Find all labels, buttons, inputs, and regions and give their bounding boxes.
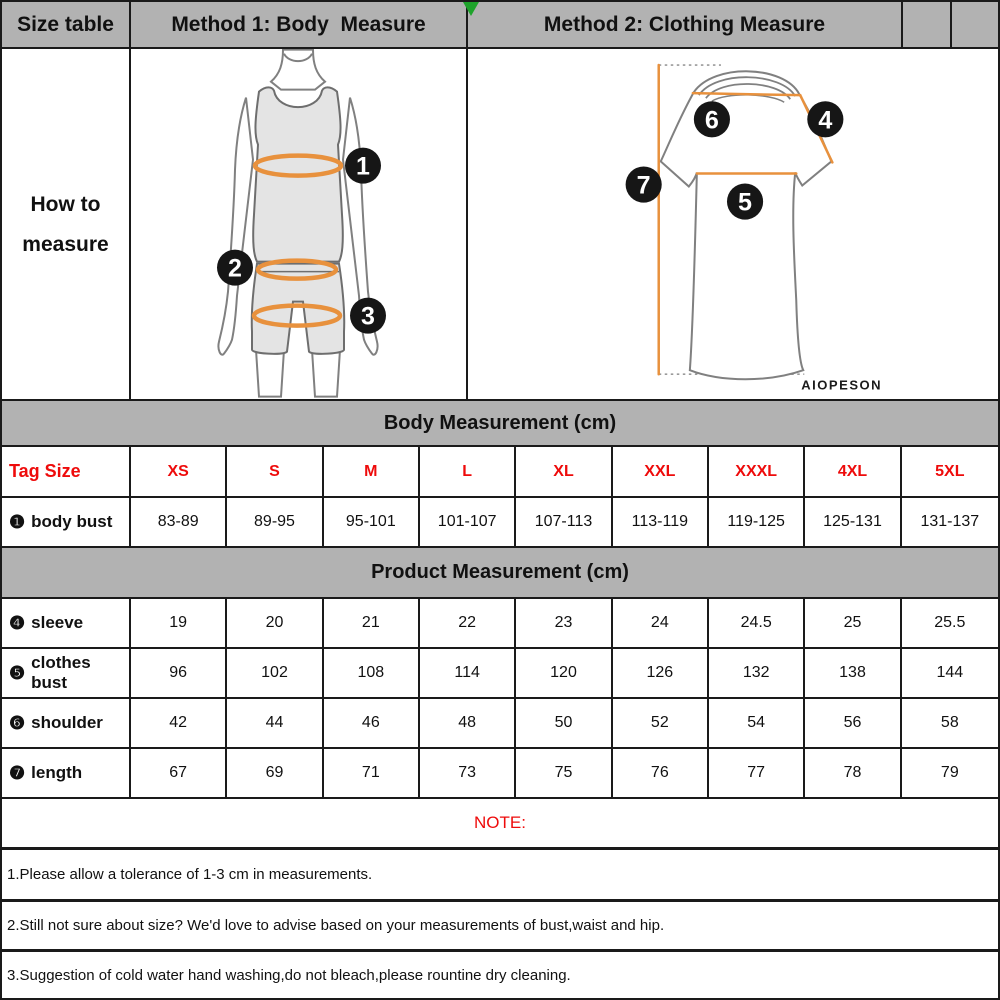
how-to-measure-label: How to measure — [2, 49, 131, 400]
table-cell: M — [324, 447, 420, 496]
tag-size-label: Tag Size — [2, 447, 131, 496]
shoulder-label — [2, 699, 131, 747]
body-measure-diagram — [131, 49, 468, 400]
table-cell: 114 — [420, 649, 516, 697]
row-label-text: body bust — [31, 512, 113, 531]
table-cell: 95-101 — [324, 498, 420, 546]
table-cell: 54 — [709, 699, 805, 747]
length-row — [2, 749, 998, 799]
tag-size-row — [2, 447, 998, 498]
sleeve-label — [2, 599, 131, 647]
table-cell: XS — [131, 447, 227, 496]
table-cell: 44 — [227, 699, 323, 747]
table-cell: 125-131 — [805, 498, 901, 546]
body-bust-label — [2, 498, 131, 546]
table-cell: 21 — [324, 599, 420, 647]
clothing-measure-diagram — [468, 49, 998, 400]
left-leg — [256, 350, 284, 397]
table-cell: 69 — [227, 749, 323, 797]
table-cell: 73 — [420, 749, 516, 797]
table-cell: 101-107 — [420, 498, 516, 546]
table-header-row — [2, 2, 998, 49]
marker-4-number: 4 — [818, 106, 833, 135]
row-label-text: clothes bust — [31, 653, 91, 692]
row-label-text: shoulder — [31, 713, 103, 732]
table-cell: 67 — [131, 749, 227, 797]
table-cell: 131-137 — [920, 513, 980, 530]
table-cell: 23 — [516, 599, 612, 647]
table-cell: 77 — [709, 749, 805, 797]
method2-heading: Method 2: Clothing Measure — [468, 2, 903, 47]
marker-1-number: 1 — [356, 152, 370, 181]
table-cell: 113-119 — [613, 498, 709, 546]
product-measurement-title: Product Measurement (cm) — [2, 548, 998, 599]
table-cell: 52 — [613, 699, 709, 747]
table-cell: 89-95 — [227, 498, 323, 546]
size-table-heading: Size table — [2, 2, 131, 47]
table-cell: 119-125 — [709, 498, 805, 546]
circled-1-icon: ❶ — [9, 511, 26, 532]
empty-header-cell — [903, 2, 952, 47]
table-cell: 42 — [131, 699, 227, 747]
table-cell: XXL — [613, 447, 709, 496]
table-cell: 48 — [420, 699, 516, 747]
note-item-3: 3.Suggestion of cold water hand washing,do not bleach,please rountine dry cleaning. — [2, 949, 998, 999]
circled-5-icon: ❺ — [9, 662, 26, 683]
note-item-1: 1.Please allow a tolerance of 1-3 cm in measurements. — [2, 847, 998, 899]
table-cell: L — [420, 447, 516, 496]
clothes-bust-label — [2, 649, 131, 697]
table-cell: XL — [516, 447, 612, 496]
table-cell: 24 — [613, 599, 709, 647]
table-cell: S — [227, 447, 323, 496]
table-cell: 108 — [324, 649, 420, 697]
sleeve-row — [2, 599, 998, 649]
tshirt-illustration — [468, 49, 998, 400]
table-cell: 71 — [324, 749, 420, 797]
circled-4-icon: ❹ — [9, 612, 26, 633]
table-cell: 76 — [613, 749, 709, 797]
body-bust-row — [2, 498, 998, 548]
table-cell: 25 — [805, 599, 901, 647]
diagram-row — [2, 49, 998, 401]
left-arm — [218, 98, 253, 355]
tshirt-outline — [661, 71, 832, 379]
marker-6-number: 6 — [704, 106, 719, 135]
row-label-text: sleeve — [31, 613, 84, 632]
table-cell: 20 — [227, 599, 323, 647]
table-cell: 46 — [324, 699, 420, 747]
marker-5-number: 5 — [738, 188, 753, 217]
table-cell: 50 — [516, 699, 612, 747]
table-cell: 107-113 — [516, 498, 612, 546]
note-title: NOTE: — [474, 813, 526, 832]
note-item-2: 2.Still not sure about size? We'd love to advise based on your measurements of bust,waist and hip. — [2, 899, 998, 949]
table-cell: 24.5 — [709, 599, 805, 647]
row-label-text: length — [31, 763, 83, 782]
circled-6-icon: ❻ — [9, 712, 26, 733]
empty-header-cell — [952, 2, 998, 47]
length-label — [2, 749, 131, 797]
table-cell: 58 — [940, 714, 959, 731]
method1-heading: Method 1: Body Measure — [131, 2, 468, 47]
circled-7-icon: ❼ — [9, 762, 26, 783]
table-cell: 5XL — [935, 462, 965, 480]
shoulder-row — [2, 699, 998, 749]
table-cell: 132 — [709, 649, 805, 697]
table-cell: 126 — [613, 649, 709, 697]
table-cell: XXXL — [709, 447, 805, 496]
table-cell: 56 — [805, 699, 901, 747]
table-cell: 79 — [940, 764, 959, 781]
right-leg — [312, 350, 340, 397]
table-cell: 96 — [131, 649, 227, 697]
marker-2-number: 2 — [228, 254, 242, 283]
body-measurement-title: Body Measurement (cm) — [2, 401, 998, 447]
table-cell: 83-89 — [131, 498, 227, 546]
cell-corner-flag-icon — [463, 2, 479, 16]
table-cell: 75 — [516, 749, 612, 797]
table-cell: 78 — [805, 749, 901, 797]
table-cell: 19 — [131, 599, 227, 647]
table-cell: 25.5 — [934, 614, 966, 631]
table-cell: 22 — [420, 599, 516, 647]
clothes-bust-row — [2, 649, 998, 699]
brand-text: AIOPESON — [801, 377, 883, 393]
marker-3-number: 3 — [361, 302, 375, 331]
body-figure-illustration — [131, 49, 466, 400]
table-cell: 120 — [516, 649, 612, 697]
marker-7-number: 7 — [636, 171, 651, 200]
table-cell: 4XL — [805, 447, 901, 496]
table-cell: 102 — [227, 649, 323, 697]
table-cell: 144 — [936, 664, 964, 681]
table-cell: 138 — [805, 649, 901, 697]
neck — [271, 50, 325, 90]
